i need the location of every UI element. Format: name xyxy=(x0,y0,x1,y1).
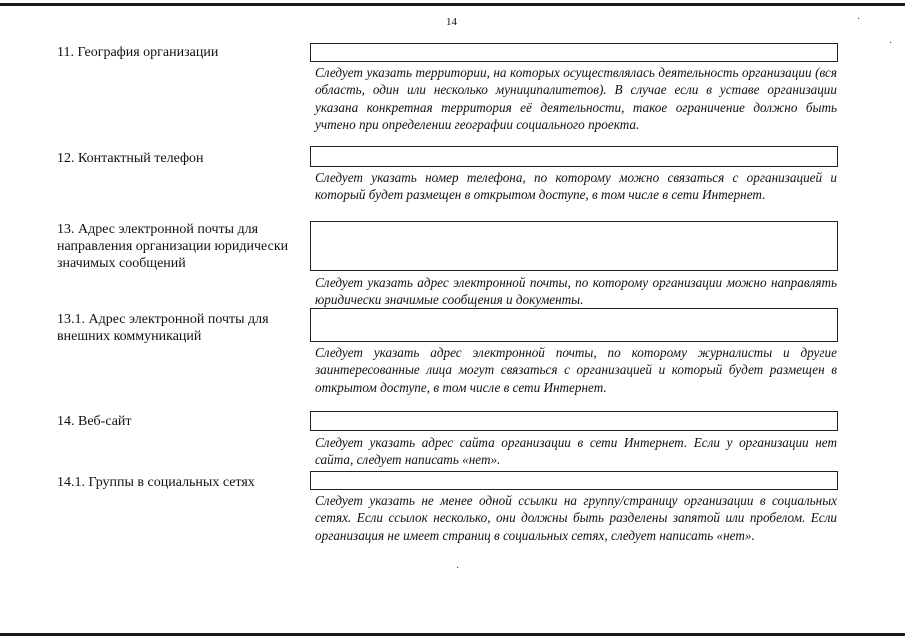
input-organization-geography[interactable] xyxy=(310,43,838,62)
bottom-border-rule xyxy=(0,633,905,636)
hint-communications-email: Следует указать адрес электронной почты, по которому журналисты и другие заинтересованные лица могут связаться с организацией и который будет размещен в открытом доступе, в том числе в сети Интернет. xyxy=(315,345,837,395)
scan-speck: · xyxy=(889,38,893,49)
scan-speck: · xyxy=(857,14,861,25)
label-communications-email: 13.1. Адрес электронной почты для внешних коммуникаций xyxy=(57,312,269,344)
scan-speck: · xyxy=(456,563,460,574)
hint-organization-geography: Следует указать территории, на которых осуществлялась деятельность организации (вся область, один или несколько муниципалитетов). В случае если в уставе организации указана конкретная территория её деятельности, такое ограничение должно быть учтено при определении географии социального проекта. xyxy=(315,65,837,133)
label-social-groups: 14.1. Группы в социальных сетях xyxy=(57,475,255,490)
page-number: 14 xyxy=(446,16,457,28)
hint-website: Следует указать адрес сайта организации в сети Интернет. Если у организации нет сайта, следует написать «нет». xyxy=(315,435,837,468)
input-contact-phone[interactable] xyxy=(310,146,838,167)
label-organization-geography: 11. География организации xyxy=(57,45,219,60)
input-social-groups[interactable] xyxy=(310,471,838,490)
label-legal-email: 13. Адрес электронной почты для направления организации юридически значимых сообщений xyxy=(57,222,289,271)
top-border-rule xyxy=(0,3,905,6)
hint-legal-email: Следует указать адрес электронной почты, по которому организации можно направлять юридически значимые сообщения и документы. xyxy=(315,275,837,308)
input-communications-email[interactable] xyxy=(310,308,838,342)
label-contact-phone: 12. Контактный телефон xyxy=(57,151,204,166)
label-website: 14. Веб-сайт xyxy=(57,414,132,429)
input-website[interactable] xyxy=(310,411,838,431)
input-legal-email[interactable] xyxy=(310,221,838,271)
hint-contact-phone: Следует указать номер телефона, по которому можно связаться с организацией и который будет размещен в открытом доступе, в том числе в сети Интернет. xyxy=(315,170,837,203)
hint-social-groups: Следует указать не менее одной ссылки на группу/страницу организации в социальных сетях. Если ссылок несколько, они должны быть разделены запятой или пробелом. Если организация не имеет страниц в социальных сетях, следует написать «нет». xyxy=(315,493,837,543)
